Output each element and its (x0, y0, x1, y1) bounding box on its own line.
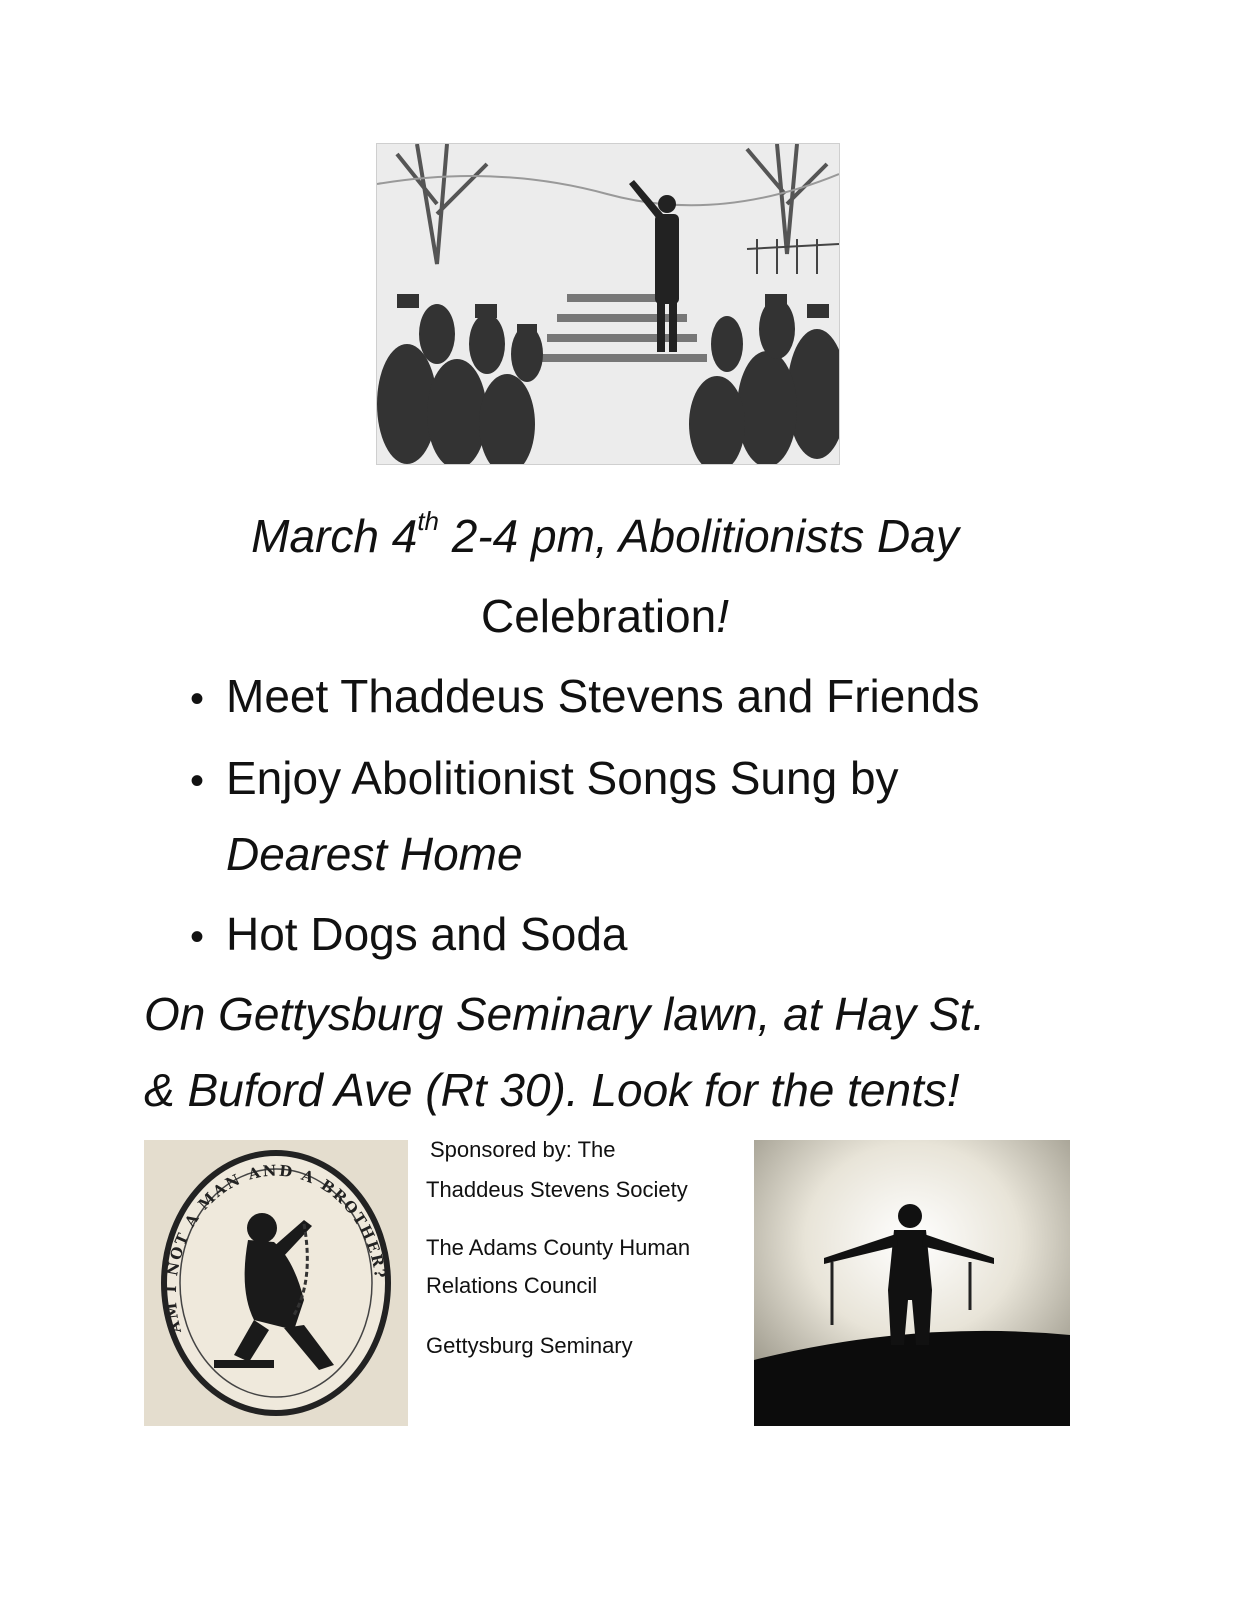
sponsor-thaddeus-stevens-society: Thaddeus Stevens Society (426, 1177, 688, 1202)
event-title-line2 (0, 580, 1210, 652)
date-ordinal: th (417, 506, 439, 536)
celebration-text: Celebration (480, 590, 717, 642)
location-line-1: On Gettysburg Seminary lawn, at Hay St. (144, 988, 986, 1040)
sponsor-heading: Sponsored by: The (430, 1137, 616, 1162)
exclamation: ! (716, 590, 730, 642)
bullet-text: Hot Dogs and Soda (226, 908, 628, 960)
broken-chains-silhouette (754, 1140, 1070, 1426)
sponsor-adams-county-line2: Relations Council (426, 1273, 598, 1298)
sponsor-adams-county-line1: The Adams County Human (426, 1235, 691, 1260)
abolitionist-speech-engraving (376, 143, 840, 465)
band-name: Dearest Home (226, 828, 523, 880)
event-time-title: 2-4 pm, Abolitionists Day (439, 510, 959, 562)
bullet-item-meet (190, 660, 980, 735)
medallion-text: AM I NOT A MAN AND A BROTHER? (161, 1161, 390, 1335)
bullet-item-food (190, 898, 628, 973)
bullet-marker: • (190, 759, 205, 803)
bullet-text: Enjoy Abolitionist Songs Sung by (226, 752, 899, 804)
bullet-text: Meet Thaddeus Stevens and Friends (226, 670, 980, 722)
bullet-item-songs (190, 742, 899, 817)
bullet-marker: • (190, 677, 205, 721)
bullet-marker: • (190, 915, 205, 959)
location-line-2: & Buford Ave (Rt 30). Look for the tents! (144, 1064, 960, 1116)
am-i-not-a-man-medallion (144, 1140, 408, 1426)
sponsor-gettysburg-seminary: Gettysburg Seminary (426, 1333, 633, 1358)
event-date: March 4 (251, 510, 418, 562)
event-date-time-title (0, 500, 1210, 572)
